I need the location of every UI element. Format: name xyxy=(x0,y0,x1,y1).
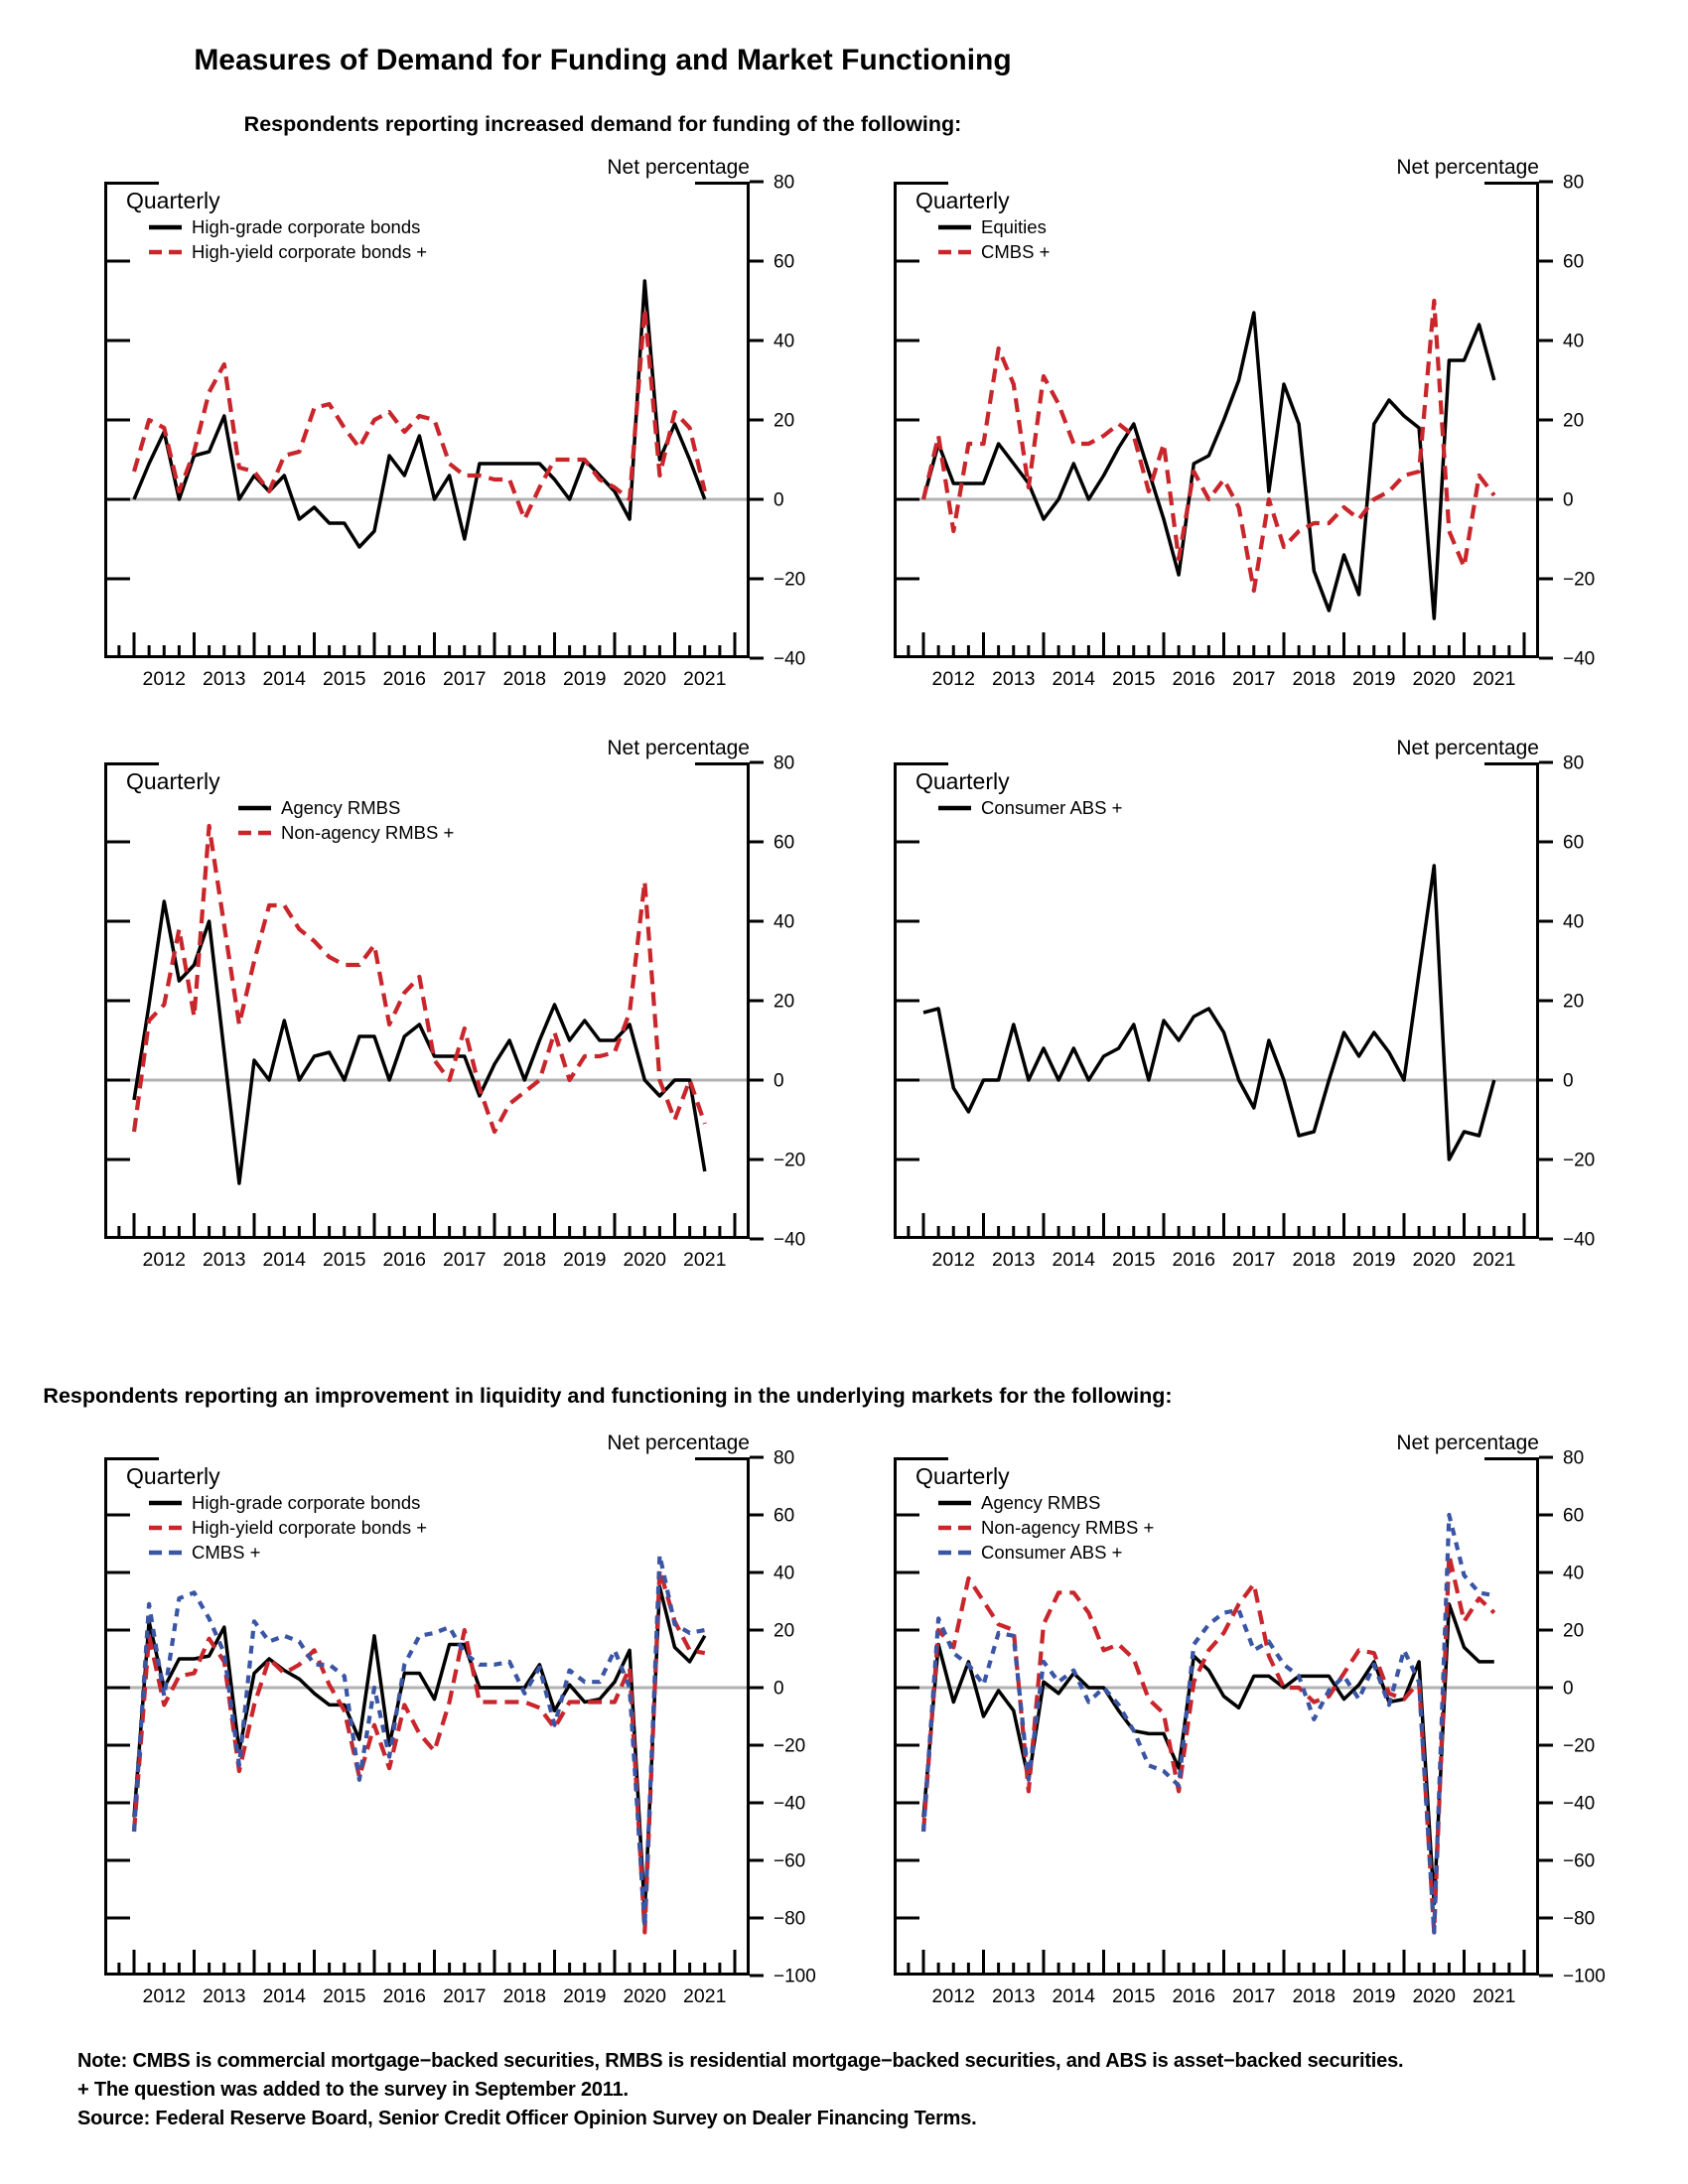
x-axis-year-label: 2018 xyxy=(1292,1249,1336,1271)
x-axis-year-label: 2018 xyxy=(1292,1985,1336,2007)
y-tick-label: 20 xyxy=(774,991,795,1013)
x-axis-year-label: 2021 xyxy=(1473,1985,1516,2007)
series-line-high-grade-corporate-bonds xyxy=(134,1587,705,1913)
footnote-plus: + The question was added to the survey in September 2011. xyxy=(77,2079,629,2101)
x-axis-year-label: 2017 xyxy=(443,1249,487,1271)
x-axis-year-label: 2015 xyxy=(323,1249,366,1271)
net-percentage-label: Net percentage xyxy=(1396,737,1539,759)
x-axis-year-label: 2014 xyxy=(1052,1249,1095,1271)
y-tick-label: −40 xyxy=(774,1793,806,1815)
x-axis-year-label: 2019 xyxy=(1352,1985,1396,2007)
series-line-non-agency-rmbs- xyxy=(134,826,705,1132)
x-axis-year-label: 2020 xyxy=(623,668,666,690)
legend-label: CMBS + xyxy=(192,1542,261,1563)
chart-demand-rmbs xyxy=(104,698,874,1298)
y-tick-label: −60 xyxy=(774,1850,806,1872)
y-tick-label: 0 xyxy=(1563,489,1574,511)
y-tick-label: 40 xyxy=(774,1563,795,1584)
net-percentage-label: Net percentage xyxy=(607,1432,750,1454)
legend-label: Non-agency RMBS + xyxy=(281,822,455,843)
y-tick-label: 0 xyxy=(774,1070,784,1092)
y-tick-label: 0 xyxy=(1563,1070,1574,1092)
x-axis-year-label: 2021 xyxy=(683,1985,727,2007)
net-percentage-label: Net percentage xyxy=(1396,156,1539,179)
y-tick-label: 20 xyxy=(1563,991,1585,1013)
y-tick-label: −60 xyxy=(1563,1850,1596,1872)
series-line-high-yield-corporate-bonds- xyxy=(134,309,705,519)
x-axis-year-label: 2017 xyxy=(1232,1249,1276,1271)
x-axis-year-label: 2016 xyxy=(382,1249,426,1271)
x-axis-year-label: 2019 xyxy=(563,1249,607,1271)
x-axis-year-label: 2019 xyxy=(563,1985,607,2007)
x-axis-year-label: 2015 xyxy=(323,1985,366,2007)
x-axis-year-label: 2018 xyxy=(502,1985,546,2007)
x-axis-year-label: 2012 xyxy=(142,1985,186,2007)
legend-label: High-yield corporate bonds + xyxy=(192,241,428,262)
series-line-consumer-abs- xyxy=(923,1515,1494,1933)
x-axis-year-label: 2013 xyxy=(203,1985,246,2007)
y-tick-label: −20 xyxy=(774,1150,806,1171)
series-line-high-yield-corporate-bonds- xyxy=(134,1570,705,1932)
y-tick-label: −80 xyxy=(774,1908,806,1930)
x-axis-year-label: 2014 xyxy=(262,668,306,690)
x-axis-year-label: 2018 xyxy=(502,1249,546,1271)
x-axis-year-label: 2013 xyxy=(203,1249,246,1271)
legend-label: Consumer ABS + xyxy=(981,797,1123,818)
quarterly-label: Quarterly xyxy=(915,768,1010,794)
legend-label: CMBS + xyxy=(981,241,1051,262)
panel-demand-equities-cmbs xyxy=(894,117,1663,718)
x-axis-year-label: 2020 xyxy=(623,1249,666,1271)
y-tick-label: 40 xyxy=(1563,331,1585,352)
panel-demand-corporate-bonds xyxy=(104,117,874,718)
net-percentage-label: Net percentage xyxy=(607,737,750,759)
footnote-source: Source: Federal Reserve Board, Senior Credit Officer Opinion Survey on Dealer Financing Terms. xyxy=(77,2108,977,2129)
legend-label: Agency RMBS xyxy=(981,1492,1101,1513)
y-tick-label: −40 xyxy=(774,1229,806,1251)
y-tick-label: 80 xyxy=(1563,1447,1585,1469)
legend-label: Equities xyxy=(981,216,1047,237)
x-axis-year-label: 2012 xyxy=(931,1249,975,1271)
net-percentage-label: Net percentage xyxy=(1396,1432,1539,1454)
x-axis-year-label: 2014 xyxy=(1052,668,1095,690)
chart-demand-consumer-abs xyxy=(894,698,1663,1298)
x-axis-year-label: 2021 xyxy=(1473,1249,1516,1271)
x-axis-year-label: 2012 xyxy=(142,668,186,690)
y-tick-label: 40 xyxy=(774,331,795,352)
y-tick-label: 60 xyxy=(1563,832,1585,854)
y-tick-label: −40 xyxy=(1563,1229,1596,1251)
x-axis-year-label: 2020 xyxy=(1412,1985,1456,2007)
x-axis-year-label: 2019 xyxy=(1352,1249,1396,1271)
x-axis-year-label: 2016 xyxy=(382,1985,426,2007)
y-tick-label: 0 xyxy=(774,489,784,511)
x-axis-year-label: 2020 xyxy=(623,1985,666,2007)
x-axis-year-label: 2014 xyxy=(1052,1985,1095,2007)
series-line-cmbs- xyxy=(923,301,1494,591)
x-axis-year-label: 2013 xyxy=(992,1249,1036,1271)
x-axis-year-label: 2015 xyxy=(1112,1985,1156,2007)
x-axis-year-label: 2016 xyxy=(382,668,426,690)
y-tick-label: 40 xyxy=(1563,911,1585,933)
y-tick-label: −40 xyxy=(1563,648,1596,670)
y-tick-label: 20 xyxy=(1563,1620,1585,1642)
y-tick-label: −20 xyxy=(1563,569,1596,591)
y-tick-label: 80 xyxy=(1563,172,1585,194)
y-tick-label: −100 xyxy=(1563,1966,1606,1987)
y-tick-label: 80 xyxy=(1563,752,1585,774)
y-tick-label: 60 xyxy=(774,1505,795,1527)
section-2-subtitle: Respondents reporting an improvement in liquidity and functioning in the underlying markets for the following: xyxy=(43,1384,1173,1408)
y-tick-label: 20 xyxy=(774,410,795,432)
x-axis-year-label: 2015 xyxy=(1112,668,1156,690)
series-line-non-agency-rmbs- xyxy=(923,1556,1494,1933)
y-tick-label: −100 xyxy=(774,1966,816,1987)
y-tick-label: 0 xyxy=(774,1678,784,1700)
x-axis-year-label: 2017 xyxy=(1232,1985,1276,2007)
quarterly-label: Quarterly xyxy=(915,1463,1010,1489)
section-1-subtitle: Respondents reporting increased demand for funding of the following: xyxy=(243,112,962,136)
y-tick-label: 60 xyxy=(774,832,795,854)
x-axis-year-label: 2018 xyxy=(502,668,546,690)
x-axis-year-label: 2021 xyxy=(1473,668,1516,690)
panel-demand-consumer-abs xyxy=(894,698,1663,1298)
panel-liquidity-corporate-cmbs xyxy=(104,1393,874,2038)
series-line-consumer-abs- xyxy=(923,866,1494,1160)
footnote-definitions: Note: CMBS is commercial mortgage−backed securities, RMBS is residential mortgage−backed securities, and ABS is asset−backed securities. xyxy=(77,2050,1404,2072)
x-axis-year-label: 2013 xyxy=(203,668,246,690)
legend-label: High-grade corporate bonds xyxy=(192,1492,421,1513)
net-percentage-label: Net percentage xyxy=(607,156,750,179)
x-axis-year-label: 2017 xyxy=(1232,668,1276,690)
x-axis-year-label: 2012 xyxy=(142,1249,186,1271)
x-axis-year-label: 2017 xyxy=(443,668,487,690)
x-axis-year-label: 2018 xyxy=(1292,668,1336,690)
y-tick-label: 20 xyxy=(774,1620,795,1642)
x-axis-year-label: 2014 xyxy=(262,1249,306,1271)
series-line-cmbs- xyxy=(134,1556,705,1927)
y-tick-label: 20 xyxy=(1563,410,1585,432)
x-axis-year-label: 2021 xyxy=(683,668,727,690)
y-tick-label: −20 xyxy=(1563,1735,1596,1757)
quarterly-label: Quarterly xyxy=(915,188,1010,213)
x-axis-year-label: 2015 xyxy=(1112,1249,1156,1271)
legend-label: Non-agency RMBS + xyxy=(981,1517,1155,1538)
y-tick-label: −40 xyxy=(1563,1793,1596,1815)
y-tick-label: −20 xyxy=(1563,1150,1596,1171)
quarterly-label: Quarterly xyxy=(126,188,220,213)
y-tick-label: 60 xyxy=(1563,1505,1585,1527)
y-tick-label: 60 xyxy=(774,251,795,273)
chart-demand-equities-cmbs xyxy=(894,117,1663,718)
x-axis-year-label: 2020 xyxy=(1412,668,1456,690)
x-axis-year-label: 2013 xyxy=(992,668,1036,690)
x-axis-year-label: 2012 xyxy=(931,668,975,690)
x-axis-year-label: 2016 xyxy=(1172,1249,1215,1271)
chart-demand-corporate-bonds xyxy=(104,117,874,718)
x-axis-year-label: 2020 xyxy=(1412,1249,1456,1271)
y-tick-label: 60 xyxy=(1563,251,1585,273)
chart-liquidity-rmbs-abs xyxy=(894,1393,1663,2038)
x-axis-year-label: 2014 xyxy=(262,1985,306,2007)
x-axis-year-label: 2016 xyxy=(1172,668,1215,690)
y-tick-label: −80 xyxy=(1563,1908,1596,1930)
quarterly-label: Quarterly xyxy=(126,768,220,794)
chart-liquidity-corporate-cmbs xyxy=(104,1393,874,2038)
x-axis-year-label: 2016 xyxy=(1172,1985,1215,2007)
y-tick-label: −20 xyxy=(774,569,806,591)
legend-label: High-grade corporate bonds xyxy=(192,216,421,237)
legend-label: Agency RMBS xyxy=(281,797,401,818)
y-tick-label: −40 xyxy=(774,648,806,670)
panel-liquidity-rmbs-abs xyxy=(894,1393,1663,2038)
y-tick-label: 80 xyxy=(774,1447,795,1469)
x-axis-year-label: 2021 xyxy=(683,1249,727,1271)
y-tick-label: 80 xyxy=(774,172,795,194)
legend-label: Consumer ABS + xyxy=(981,1542,1123,1563)
y-tick-label: −20 xyxy=(774,1735,806,1757)
panel-demand-rmbs xyxy=(104,698,874,1298)
y-tick-label: 0 xyxy=(1563,1678,1574,1700)
x-axis-year-label: 2013 xyxy=(992,1985,1036,2007)
x-axis-year-label: 2015 xyxy=(323,668,366,690)
legend-label: High-yield corporate bonds + xyxy=(192,1517,428,1538)
figure-title: Measures of Demand for Funding and Market Functioning xyxy=(194,44,1012,76)
x-axis-year-label: 2017 xyxy=(443,1985,487,2007)
y-tick-label: 40 xyxy=(1563,1563,1585,1584)
x-axis-year-label: 2012 xyxy=(931,1985,975,2007)
footnote-block xyxy=(77,2047,1666,2133)
y-tick-label: 80 xyxy=(774,752,795,774)
x-axis-year-label: 2019 xyxy=(563,668,607,690)
y-tick-label: 40 xyxy=(774,911,795,933)
series-line-equities xyxy=(923,313,1494,618)
x-axis-year-label: 2019 xyxy=(1352,668,1396,690)
quarterly-label: Quarterly xyxy=(126,1463,220,1489)
